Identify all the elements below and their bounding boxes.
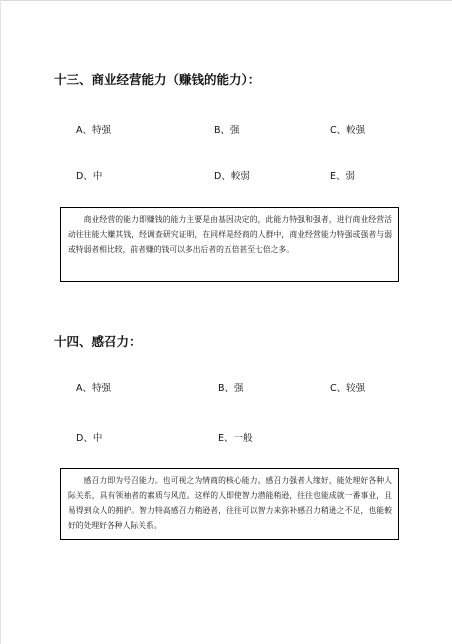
section-13-heading: 十三、商业经营能力（赚钱的能力）： — [54, 72, 261, 87]
section-14-note-box — [60, 468, 399, 540]
section-13-option-d2: D、較弱 — [214, 171, 250, 182]
section-14-heading: 十四、感召力： — [54, 334, 142, 349]
section-14-option-c: C、较强 — [330, 383, 366, 394]
section-13-note-text: 商业经营的能力即赚钱的能力主要是由基因决定的，此能力特强和强者，进行商业经营活动往往能大赚其钱，经调查研究证明，在同样是经商的人群中，商业经营能力特强或强者与弱或特弱者相比较，前者赚的钱可以多出后者的五倍甚至七倍之多。 — [68, 215, 392, 254]
section-14-option-d: D、中 — [76, 433, 103, 444]
section-13-option-c: C、較强 — [330, 125, 366, 136]
page-left-border — [0, 0, 1, 644]
section-14-option-a: A、特强 — [76, 383, 111, 394]
section-14-option-e: E、一般 — [218, 433, 253, 444]
section-13-note-box — [60, 207, 399, 282]
section-13-option-e: E、弱 — [330, 171, 356, 182]
section-14-option-b: B、强 — [218, 383, 244, 394]
page-top-border — [0, 0, 452, 1]
section-14-note-text: 感召力即为号召能力。也可视之为情商的核心能力。感召力强者人缘好，能处理好各种人际关系，具有领袖者的素质与风范。这样的人即使智力潜能稍逊，往往也能成就一番事业，且易得到众人的拥护。智力特高感召力稍逊者，往往可以智力来弥补感召力稍逊之不足，也能較好的处理好各种人际关系。 — [68, 476, 392, 530]
section-13-option-d: D、中 — [76, 171, 103, 182]
section-13-option-b: B、强 — [214, 125, 240, 136]
section-13-option-a: A、特强 — [76, 125, 111, 136]
